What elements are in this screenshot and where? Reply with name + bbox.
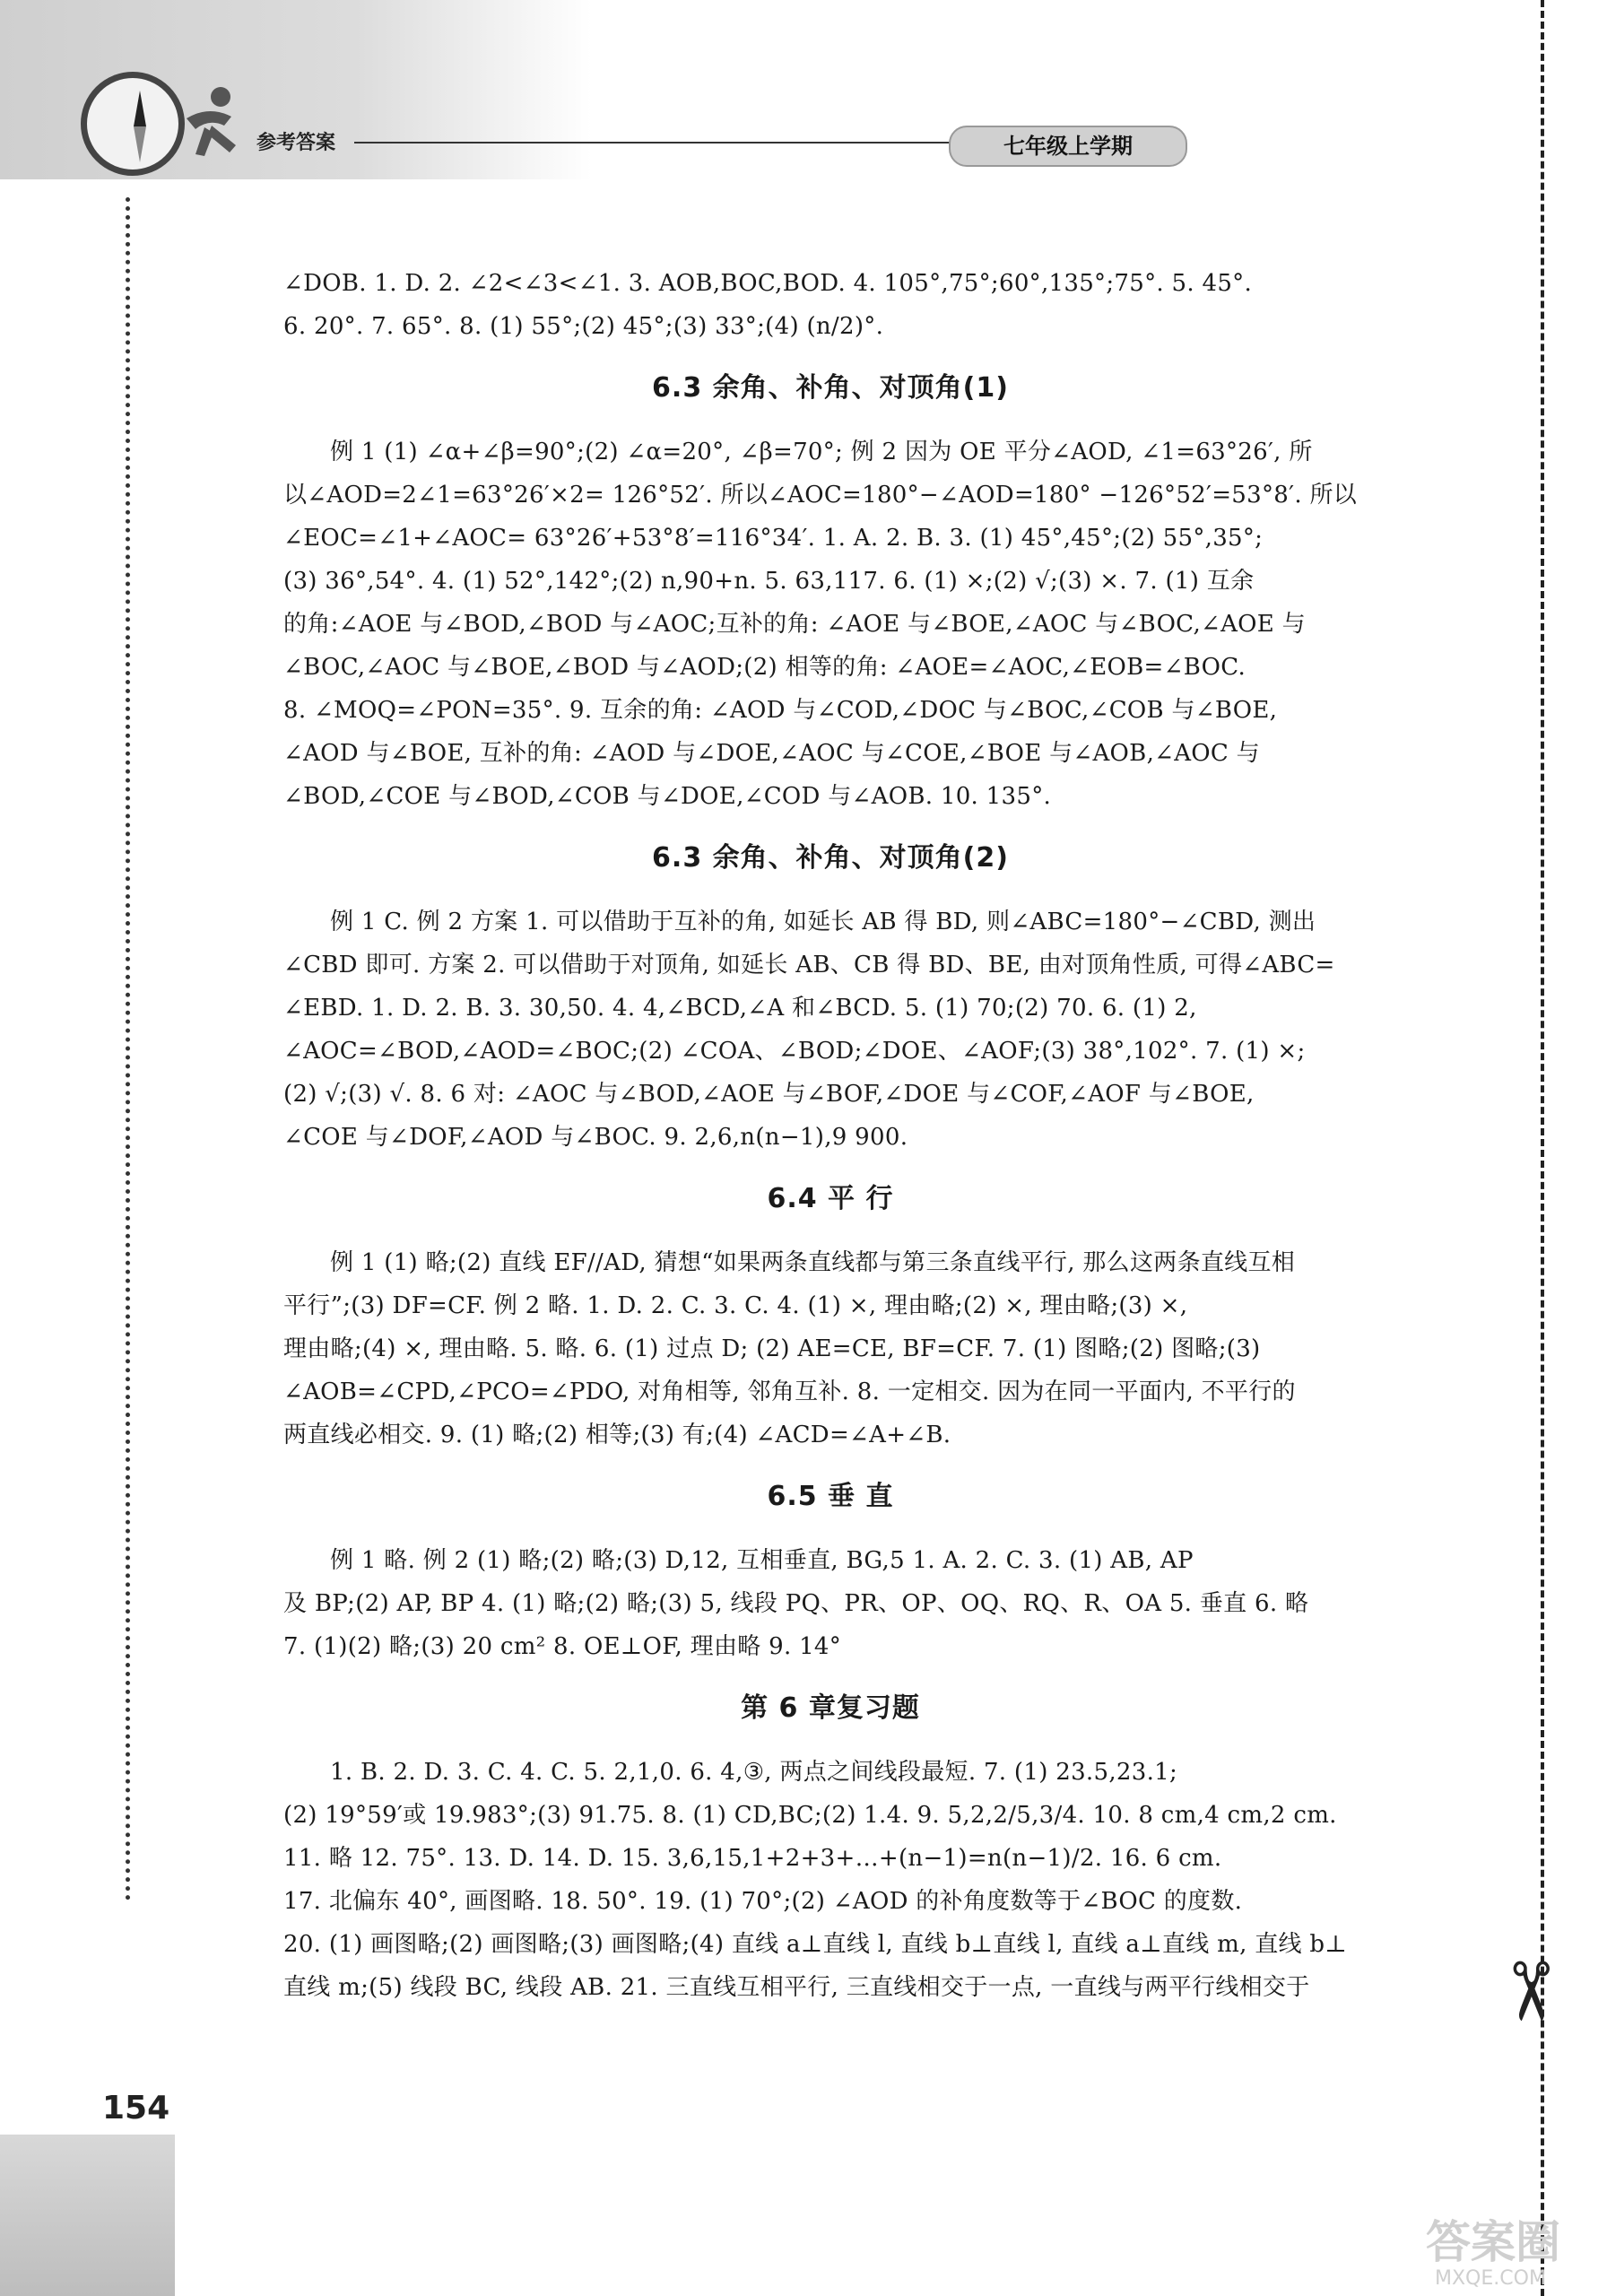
watermark-url: MXQE.COM <box>1435 2267 1546 2290</box>
section-title: 6.3 余角、补角、对顶角(1) <box>652 372 1009 404</box>
watermark-logo: 答案圈 <box>1426 2216 1560 2268</box>
dotted-margin-line <box>126 197 130 1901</box>
text-line: ∠AOC=∠BOD,∠AOD=∠BOC;(2) ∠COA、∠BOD;∠DOE、∠AOF;(3) 38°,102°. 7. (1) ×; <box>283 1038 1306 1065</box>
text-line: 例 1 C. 例 2 方案 1. 可以借助于互补的角, 如延长 AB 得 BD, 则∠ABC=180°−∠CBD, 测出 <box>330 909 1316 935</box>
text-line: 20. (1) 画图略;(2) 画图略;(3) 画图略;(4) 直线 a⊥直线 l, 直线 b⊥直线 l, 直线 a⊥直线 m, 直线 b⊥ <box>283 1931 1348 1958</box>
section-body <box>283 430 1377 818</box>
text-line: ∠DOB. 1. D. 2. ∠2<∠3<∠1. 3. AOB,BOC,BOD. 4. 105°,75°;60°,135°;75°. 5. 45°. <box>283 270 1253 297</box>
text-line: 8. ∠MOQ=∠PON=35°. 9. 互余的角: ∠AOD 与∠COD,∠DOC 与∠BOC,∠COB 与∠BOE, <box>283 697 1278 724</box>
compass-needle-south <box>134 126 146 162</box>
text-line: ∠AOD 与∠BOE, 互补的角: ∠AOD 与∠DOE,∠AOC 与∠COE,∠BOE 与∠AOB,∠AOC 与 <box>283 740 1260 767</box>
answer-content <box>283 262 1377 2009</box>
compass-needle-north <box>134 91 146 126</box>
text-line: 及 BP;(2) AP, BP 4. (1) 略;(2) 略;(3) 5, 线段 PQ、PR、OP、OQ、RQ、R、OA 5. 垂直 6. 略 <box>283 1590 1309 1617</box>
text-line: 以∠AOD=2∠1=63°26′×2= 126°52′. 所以∠AOC=180°−∠AOD=180° −126°52′=53°8′. 所以 <box>283 482 1358 509</box>
cut-line <box>1541 0 1544 2296</box>
section-body <box>283 1241 1377 1457</box>
text-line: ∠EBD. 1. D. 2. B. 3. 30,50. 4. 4,∠BCD,∠A 和∠BCD. 5. (1) 70;(2) 70. 6. (1) 2, <box>283 995 1197 1022</box>
text-line: ∠EOC=∠1+∠AOC= 63°26′+53°8′=116°34′. 1. A. 2. B. 3. (1) 45°,45°;(2) 55°,35°; <box>283 525 1264 552</box>
section-title: 6.5 垂 直 <box>767 1481 894 1512</box>
text-line: ∠AOB=∠CPD,∠PCO=∠PDO, 对角相等, 邻角互补. 8. 一定相交. 因为在同一平面内, 不平行的 <box>283 1378 1296 1405</box>
text-line: 直线 m;(5) 线段 BC, 线段 AB. 21. 三直线互相平行, 三直线相交于一点, 一直线与两平行线相交于 <box>283 1974 1310 2001</box>
text-line: (2) √;(3) √. 8. 6 对: ∠AOC 与∠BOD,∠AOE 与∠BOF,∠DOE 与∠COF,∠AOF 与∠BOE, <box>283 1081 1255 1108</box>
text-line: ∠BOD,∠COE 与∠BOD,∠COB 与∠DOE,∠COD 与∠AOB. 10. 135°. <box>283 783 1052 810</box>
running-figure-icon <box>169 83 249 163</box>
section-body <box>283 1751 1377 2009</box>
text-line: 例 1 (1) ∠α+∠β=90°;(2) ∠α=20°, ∠β=70°; 例 2 因为 OE 平分∠AOD, ∠1=63°26′, 所 <box>330 439 1313 465</box>
text-line: 1. B. 2. D. 3. C. 4. C. 5. 2,1,0. 6. 4,③, 两点之间线段最短. 7. (1) 23.5,23.1; <box>330 1759 1178 1786</box>
header-label: 参考答案 <box>256 132 336 154</box>
text-line: ∠BOC,∠AOC 与∠BOE,∠BOD 与∠AOD;(2) 相等的角: ∠AOE=∠AOC,∠EOB=∠BOC. <box>283 654 1247 681</box>
text-line: ∠COE 与∠DOF,∠AOD 与∠BOC. 9. 2,6,n(n−1),9 900. <box>283 1124 908 1151</box>
scissors-icon: ✂ <box>1482 1957 1577 2026</box>
text-line: 两直线必相交. 9. (1) 略;(2) 相等;(3) 有;(4) ∠ACD=∠A+∠B. <box>283 1422 951 1448</box>
grade-badge: 七年级上学期 <box>949 126 1187 167</box>
text-line: 11. 略 12. 75°. 13. D. 14. D. 15. 3,6,15,1+2+3+…+(n−1)=n(n−1)/2. 16. 6 cm. <box>283 1845 1222 1872</box>
section-body <box>283 1539 1377 1668</box>
text-line: 的角:∠AOE 与∠BOD,∠BOD 与∠AOC;互补的角: ∠AOE 与∠BOE,∠AOC 与∠BOC,∠AOE 与 <box>283 611 1306 638</box>
section-title: 6.4 平 行 <box>767 1183 894 1214</box>
text-line: 7. (1)(2) 略;(3) 20 cm² 8. OE⊥OF, 理由略 9. 14° <box>283 1633 842 1660</box>
section-title: 第 6 章复习题 <box>741 1692 920 1724</box>
text-line: 6. 20°. 7. 65°. 8. (1) 55°;(2) 45°;(3) 33°;(4) (n/2)°. <box>283 313 884 340</box>
page-number: 154 <box>102 2090 170 2126</box>
text-line: 理由略;(4) ×, 理由略. 5. 略. 6. (1) 过点 D; (2) AE=CE, BF=CF. 7. (1) 图略;(2) 图略;(3) <box>283 1335 1261 1362</box>
text-line: 例 1 (1) 略;(2) 直线 EF//AD, 猜想“如果两条直线都与第三条直线平行, 那么这两条直线互相 <box>330 1249 1296 1276</box>
text-line: 平行”;(3) DF=CF. 例 2 略. 1. D. 2. C. 3. C. 4. (1) ×, 理由略;(2) ×, 理由略;(3) ×, <box>283 1292 1188 1319</box>
text-line: ∠CBD 即可. 方案 2. 可以借助于对顶角, 如延长 AB、CB 得 BD、BE, 由对顶角性质, 可得∠ABC= <box>283 952 1335 978</box>
section-title: 6.3 余角、补角、对顶角(2) <box>652 842 1009 874</box>
text-line: (3) 36°,54°. 4. (1) 52°,142°;(2) n,90+n. 5. 63,117. 6. (1) ×;(2) √;(3) ×. 7. (1) 互余 <box>283 568 1255 595</box>
header-rule <box>354 142 955 144</box>
text-line: 17. 北偏东 40°, 画图略. 18. 50°. 19. (1) 70°;(2) ∠AOD 的补角度数等于∠BOC 的度数. <box>283 1888 1243 1915</box>
page-number-band <box>0 2135 175 2296</box>
intro-block <box>283 262 1377 348</box>
text-line: (2) 19°59′或 19.983°;(3) 91.75. 8. (1) CD,BC;(2) 1.4. 9. 5,2,2/5,3/4. 10. 8 cm,4 cm,2 cm. <box>283 1802 1337 1829</box>
section-body <box>283 900 1377 1159</box>
text-line: 例 1 略. 例 2 (1) 略;(2) 略;(3) D,12, 互相垂直, BG,5 1. A. 2. C. 3. (1) AB, AP <box>330 1547 1194 1574</box>
